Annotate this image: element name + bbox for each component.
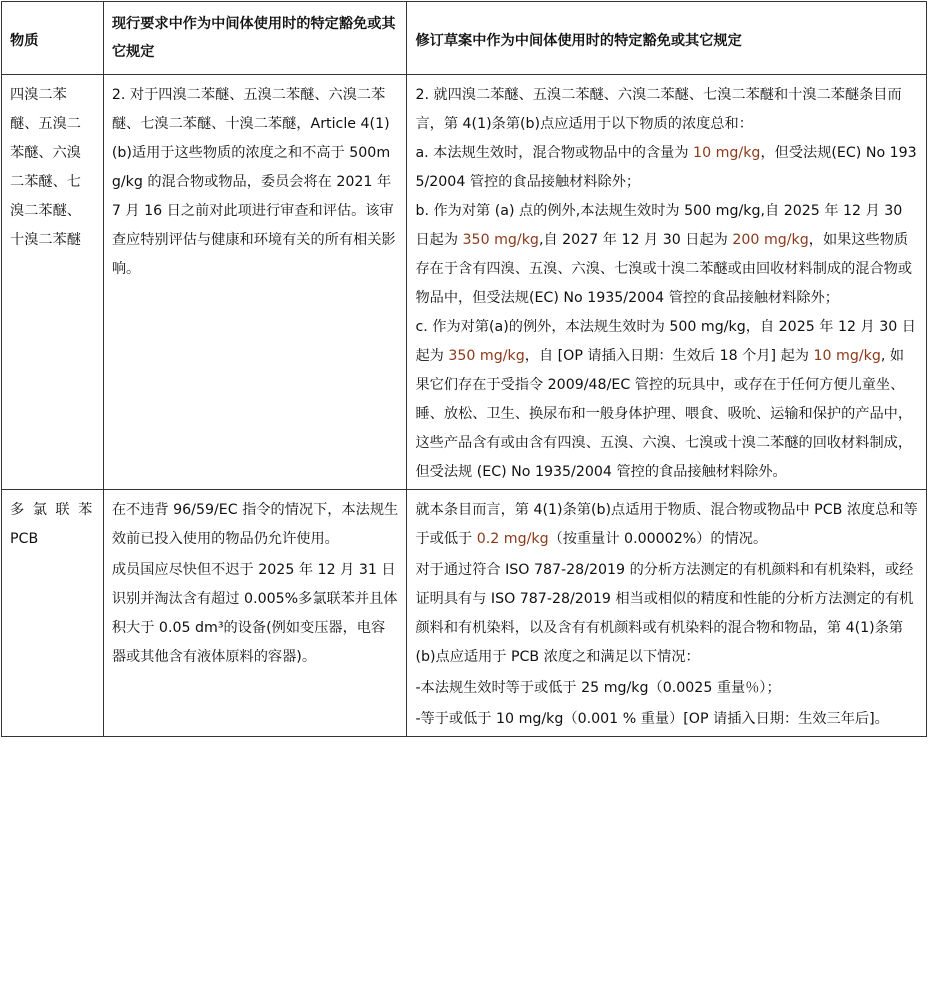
cell-substance-pbde	[2, 75, 104, 490]
header-current-requirements: 现行要求中作为中间体使用时的特定豁免或其它规定	[103, 2, 407, 75]
clause-b-text-mid: ,自 2027 年 12 月 30 日起为	[538, 232, 733, 248]
table-row-pcb	[2, 490, 927, 737]
current-requirement-p1: 在不违背 96/59/EC 指令的情况下，本法规生效前已投入使用的物品仍允许使用。	[111, 502, 399, 547]
substance-name: 四溴二苯醚、五溴二苯醚、六溴二苯醚、七溴二苯醚、十溴二苯醚	[10, 87, 81, 248]
draft-p3: -本法规生效时等于或低于 25 mg/kg（0.0025 重量％）；	[415, 680, 781, 696]
substance-name-cn: 多 氯 联 苯	[10, 502, 95, 518]
table-header-row	[2, 2, 927, 75]
draft-intro: 2. 就四溴二苯醚、五溴二苯醚、六溴二苯醚、七溴二苯醚和十溴二苯醚条目而言，第 4(1)条第(b)点应适用于以下物质的浓度总和：	[415, 87, 902, 132]
draft-p1-pre: 就本条目而言，第 4(1)条第(b)点适用于物质、混合物或物品中 PCB 浓度总和等于或低于	[415, 502, 918, 547]
current-requirement-p2: 成员国应尽快但不迟于 2025 年 12 月 31 日识别并淘汰含有超过 0.005%多氯联苯并且体积大于 0.05 dm³的设备(例如变压器，电容器或其他含有液体原料的容器)。	[111, 562, 398, 665]
clause-c-limit-toys: 10 mg/kg	[813, 348, 881, 364]
cell-current-pbde	[103, 75, 407, 490]
clause-c-text-post: , 如果它们存在于受指令 2009/48/EC 管控的玩具中，或存在于任何方便儿童坐、睡、放松、卫生、换尿布和一般身体护理、喂食、吸吮、运输和保护的产品中，这些产品含有或由含有四溴、五溴、六溴、七溴或十溴二苯醚的回收材料制成，但受法规 (EC) No 1935/2004 管控的食品接触材料除外。	[415, 348, 913, 480]
draft-p4: -等于或低于 10 mg/kg（0.001 % 重量）[OP 请插入日期：生效三年后]。	[415, 711, 889, 727]
substance-name-abbr: PCB	[10, 531, 39, 547]
clause-b-limit-2025: 350 mg/kg	[462, 232, 539, 248]
cell-current-pcb	[103, 490, 407, 737]
draft-p1-post: （按重量计 0.00002%）的情况。	[548, 531, 768, 547]
clause-b-text-pre: b. 作为对第 (a) 点的例外,本法规生效时为 500 mg/kg,自 2025 年 12 月 30 日起为	[415, 203, 903, 248]
cell-draft-pcb	[407, 490, 927, 737]
draft-clause-a	[415, 139, 918, 197]
clause-c-text-pre: c. 作为对第(a)的例外，本法规生效时为 500 mg/kg，自 2025 年 12 月 30 日起为	[415, 319, 916, 364]
header-substance: 物质	[2, 2, 104, 75]
clause-c-limit-2025: 350 mg/kg	[448, 348, 525, 364]
draft-p1-limit: 0.2 mg/kg	[476, 531, 549, 547]
cell-draft-pbde	[407, 75, 927, 490]
draft-p1	[415, 496, 918, 554]
header-draft-revision: 修订草案中作为中间体使用时的特定豁免或其它规定	[407, 2, 927, 75]
clause-b-text-post: ，如果这些物质存在于含有四溴、五溴、六溴、七溴或十溴二苯醚或由回收材料制成的混合物或物品中，但受法规(EC) No 1935/2004 管控的食品接触材料除外；	[415, 232, 913, 306]
clause-c-text-mid: ，自 [OP 请插入日期：生效后 18 个月] 起为	[524, 348, 814, 364]
regulation-table	[1, 1, 927, 737]
table-row-pbde	[2, 75, 927, 490]
clause-b-limit-2027: 200 mg/kg	[732, 232, 809, 248]
current-requirement-text: 2. 对于四溴二苯醚、五溴二苯醚、六溴二苯醚、七溴二苯醚、十溴二苯醚，Article 4(1)(b)适用于这些物质的浓度之和不高于 500mg/kg 的混合物或物品，委员会将在 2021 年 7 月 16 日之前对此项进行审查和评估。该审查应特别评估与健康和环境有关的所有相关影响。	[111, 87, 396, 277]
cell-substance-pcb	[2, 490, 104, 737]
clause-a-limit: 10 mg/kg	[693, 145, 761, 161]
draft-clause-c	[415, 313, 918, 487]
draft-clause-b	[415, 197, 918, 313]
clause-a-text-post: ，但受法规(EC) No 1935/2004 管控的食品接触材料除外；	[415, 145, 917, 190]
draft-p2: 对于通过符合 ISO 787-28/2019 的分析方法测定的有机颜料和有机染料，或经证明具有与 ISO 787-28/2019 相当或相似的精度和性能的分析方法测定的有机颜料和有机染料，以及含有有机颜料或有机染料的混合物和物品，第 4(1)条第(b)点应适用于 PCB 浓度之和满足以下情况：	[415, 562, 914, 665]
clause-a-text-pre: a. 本法规生效时，混合物或物品中的含量为	[415, 145, 694, 161]
